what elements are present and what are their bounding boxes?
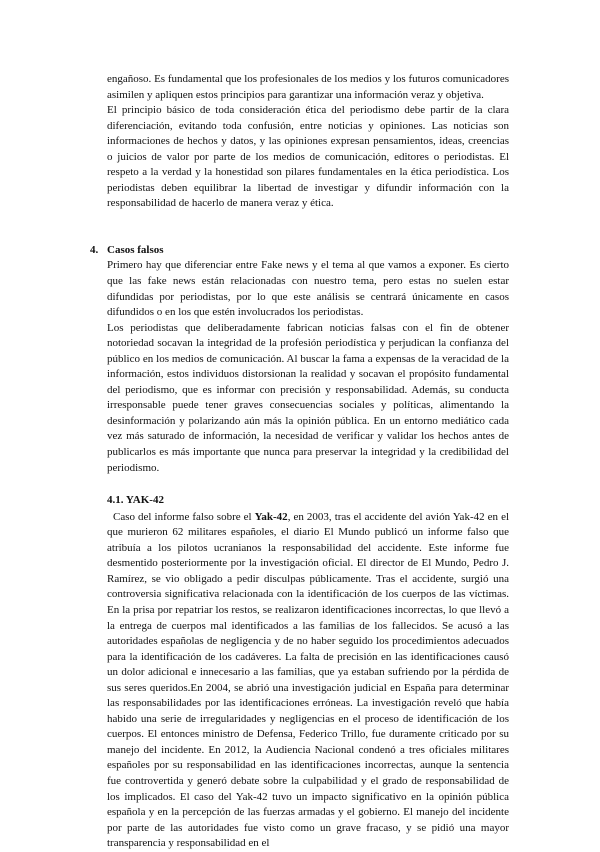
subsection-heading-4-1: 4.1. YAK-42: [107, 494, 164, 507]
yak42-bold-term: Yak-42: [254, 510, 288, 523]
paragraph-yak42-case: [107, 510, 509, 852]
paragraph-fake-news-intro: Primero hay que diferenciar entre Fake news y el tema al que vamos a exponer. Es cierto que las fake news están relacionadas con nuestro tema, pero estas no suelen estar difundidas por periodistas, por lo que este análisis se centrará únicamente en casos difundidos o en los que estén involucrados los periodistas.: [107, 259, 509, 319]
paragraph-ethics-principle: El principio básico de toda consideración ética del periodismo debe partir de la clara diferenciación, evitando toda confusión, entre noticias y opiniones. Las noticias son informaciones de hechos y datos, y las opiniones expresan pensamientos, ideas, creencias o juicios de valor por parte de los medios de comunicación, editores o periodistas. El respeto a la verdad y la honestidad son pilares fundamentales en la ética periodística. Los periodistas deben equilibrar la libertad de investigar y difundir información con la responsabilidad de hacerlo de manera veraz y ética.: [107, 104, 509, 210]
section-title: Casos falsos: [107, 243, 164, 256]
section-heading-4: [90, 243, 509, 259]
page-content: [90, 72, 510, 852]
paragraph-continuation: engañoso. Es fundamental que los profesionales de los medios y los futuros comunicadores asimilen y apliquen estos principios para garantizar una información veraz y objetiva.: [107, 73, 509, 101]
yak42-intro-text: Caso del informe falso sobre el: [113, 510, 255, 523]
paragraph-fabricated-news: Los periodistas que deliberadamente fabrican noticias falsas con el fin de obtener notoriedad socavan la integridad de la profesión periodística y perjudican la confianza del público en los medios de comunicación. Al buscar la fama a expensas de la veracidad de la información, estos individuos distorsionan la realidad y socavan el propósito fundamental del periodismo, que es informar con precisión y responsabilidad. Además, su conducta irresponsable puede tener graves consecuencias sociales y políticas, alimentando la desinformación y polarizando aún más la opinión pública. En un entorno mediático cada vez más saturado de información, la necesidad de verificar y validar los hechos antes de publicarlos es más importante que nunca para preservar la integridad y la credibilidad del periodismo.: [107, 321, 509, 474]
section-number: 4.: [90, 243, 99, 256]
yak42-body-text: , en 2003, tras el accidente del avión Yak-42 en el que murieron 62 militares españoles, el diario El Mundo publicó un informe falso que atribuía a los pilotos ucranianos la responsabilidad del accidente. Este informe fue desmentido posteriormente por la investigación oficial. El director de El Mundo, Pedro J. Ramírez, se vio obligado a pedir disculpas públicamente. Tras el accidente, surgió una controversia significativa relacionada con la identificación de los cuerpos de las víctimas. En la prisa por repatriar los restos, se realizaron identificaciones incorrectas, lo que llevó a la entrega de cuerpos mal identificados a las familias de los fallecidos. Se acusó a las autoridades españolas de negligencia y de no haber seguido los procedimientos adecuados para la identificación de los cadáveres. La falta de precisión en las identificaciones causó un dolor adicional e innecesario a las familias, que ya estaban sufriendo por la pérdida de sus seres queridos.En 2004, se abrió una investigación judicial en España para determinar las responsabilidades por las identificaciones erróneas. La investigación reveló que había habido una serie de irregularidades y negligencias en el proceso de identificación de los cuerpos. El entonces ministro de Defensa, Federico Trillo, fue duramente criticado por su manejo del incidente. En 2012, la Audiencia Nacional condenó a tres oficiales militares españoles por su responsabilidad en las identificaciones incorrectas, aunque la sentencia fue controvertida y generó debate sobre la culpabilidad y el grado de responsabilidad de los implicados. El caso del Yak-42 tuvo un impacto significativo en la opinión pública española y en la percepción de las fuerzas armadas y el gobierno. El manejo del incidente por parte de las autoridades fue visto como un grave fracaso, y se pidió una mayor transparencia y responsabilidad en el: [107, 510, 510, 850]
